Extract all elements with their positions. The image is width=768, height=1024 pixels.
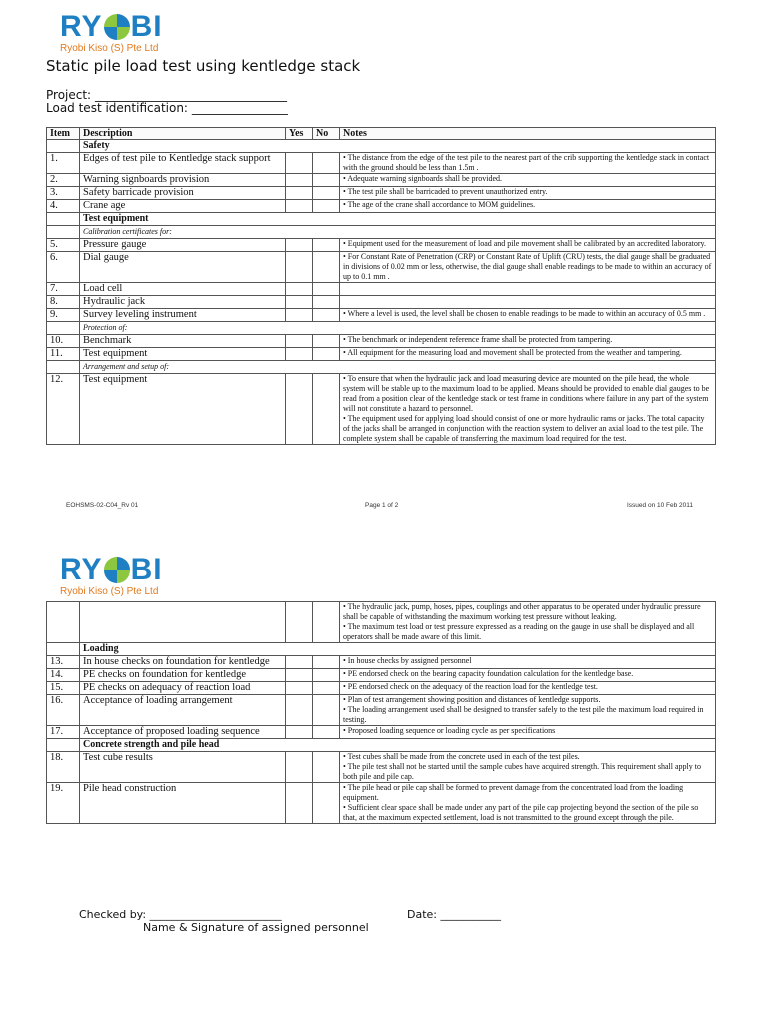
no-cell xyxy=(313,153,340,174)
subsection-row xyxy=(47,361,716,374)
item-number: 2. xyxy=(47,174,80,187)
load-test-label: Load test identification: xyxy=(46,101,188,115)
empty-cell xyxy=(47,322,80,335)
table-row xyxy=(47,296,716,309)
date-label: Date: xyxy=(407,908,437,921)
item-description: Test cube results xyxy=(80,752,286,783)
item-description: In house checks on foundation for kentledge xyxy=(80,656,286,669)
no-cell xyxy=(313,283,340,296)
yes-cell xyxy=(286,200,313,213)
checklist-table-page2 xyxy=(46,601,716,824)
empty-cell xyxy=(47,226,80,239)
section-label: Test equipment xyxy=(80,213,716,226)
item-notes xyxy=(340,283,716,296)
item-description: Pressure gauge xyxy=(80,239,286,252)
project-label: Project: xyxy=(46,88,92,102)
checked-by-label: Checked by: xyxy=(79,908,147,921)
header-yes: Yes xyxy=(286,128,313,140)
item-number: 6. xyxy=(47,252,80,283)
item-notes xyxy=(340,682,716,695)
item-description: Survey leveling instrument xyxy=(80,309,286,322)
table-row xyxy=(47,200,716,213)
note-line: • The pile test shall not be started until the sample cubes have acquired strength. This requirement shall apply to both pile and pile cap. xyxy=(343,762,701,781)
note-line: • For Constant Rate of Penetration (CRP) or Constant Rate of Uplift (CRU) tests, the dial gauge shall be graduated in divisions of 0.02 mm or less, otherwise, the dial gauge shall enable readings to be made to within an accuracy of up to 0.1 mm . xyxy=(343,252,712,281)
no-cell xyxy=(313,783,340,824)
empty-cell xyxy=(47,739,80,752)
table-row xyxy=(47,252,716,283)
yes-cell xyxy=(286,335,313,348)
no-cell xyxy=(313,669,340,682)
note-line: • Plan of test arrangement showing position and distances of kentledge supports. xyxy=(343,695,601,704)
table-row xyxy=(47,602,716,643)
yes-cell xyxy=(286,783,313,824)
item-number: 4. xyxy=(47,200,80,213)
item-number: 7. xyxy=(47,283,80,296)
item-number: 3. xyxy=(47,187,80,200)
item-notes xyxy=(340,783,716,824)
item-description: Pile head construction xyxy=(80,783,286,824)
table-row xyxy=(47,348,716,361)
yes-cell xyxy=(286,174,313,187)
checklist-table-page1 xyxy=(46,127,716,445)
no-cell xyxy=(313,682,340,695)
yes-cell xyxy=(286,187,313,200)
table-row xyxy=(47,239,716,252)
no-cell xyxy=(313,656,340,669)
item-number: 11. xyxy=(47,348,80,361)
table-body-page1 xyxy=(47,140,716,445)
checked-by-field xyxy=(79,908,282,921)
item-number xyxy=(47,602,80,643)
footer-issued-date: Issued on 10 Feb 2011 xyxy=(627,502,694,509)
note-line: • The hydraulic jack, pump, hoses, pipes, couplings and other apparatus to be operated under hydraulic pressure shall be capable of withstanding the maximum working test pressure without leaking. xyxy=(343,602,701,621)
yes-cell xyxy=(286,682,313,695)
subsection-row xyxy=(47,226,716,239)
no-cell xyxy=(313,335,340,348)
company-logo xyxy=(60,12,163,54)
item-number: 19. xyxy=(47,783,80,824)
table-row xyxy=(47,752,716,783)
load-test-field xyxy=(46,101,288,115)
item-number: 1. xyxy=(47,153,80,174)
table-row xyxy=(47,187,716,200)
note-line: • Equipment used for the measurement of load and pile movement shall be calibrated by an accredited laboratory. xyxy=(343,239,707,248)
table-row xyxy=(47,695,716,726)
item-description: Edges of test pile to Kentledge stack support xyxy=(80,153,286,174)
company-subtitle: Ryobi Kiso (S) Pte Ltd xyxy=(60,43,159,54)
item-description: PE checks on foundation for kentledge xyxy=(80,669,286,682)
yes-cell xyxy=(286,374,313,445)
section-row xyxy=(47,213,716,226)
yes-cell xyxy=(286,283,313,296)
table-row xyxy=(47,374,716,445)
no-cell xyxy=(313,187,340,200)
table-body-page2 xyxy=(47,602,716,824)
note-line: • Adequate warning signboards shall be provided. xyxy=(343,174,502,183)
item-notes xyxy=(340,752,716,783)
yes-cell xyxy=(286,296,313,309)
logo-o-icon xyxy=(104,557,130,583)
footer-doc-code: EOHSMS-02-C04_Rv 01 xyxy=(66,502,139,509)
company-logo-page2 xyxy=(60,555,163,597)
logo-text-left: RY xyxy=(60,10,103,43)
no-cell xyxy=(313,695,340,726)
no-cell xyxy=(313,602,340,643)
section-row xyxy=(47,140,716,153)
empty-cell xyxy=(47,213,80,226)
no-cell xyxy=(313,239,340,252)
yes-cell xyxy=(286,726,313,739)
no-cell xyxy=(313,726,340,739)
item-number: 18. xyxy=(47,752,80,783)
item-number: 9. xyxy=(47,309,80,322)
note-line: • All equipment for the measuring load and movement shall be protected from the weather and tampering. xyxy=(343,348,682,357)
no-cell xyxy=(313,252,340,283)
note-line: • Proposed loading sequence or loading cycle as per specifications xyxy=(343,726,556,735)
checked-by-line: ________________________ xyxy=(149,908,282,921)
item-notes xyxy=(340,374,716,445)
section-row xyxy=(47,643,716,656)
note-line: • The equipment used for applying load should consist of one or more hydraulic rams or jacks. The total capacity of the jacks shall be arranged in conjunction with the reaction system to deliver an axial load to the test pile. The complete system shall be capable of transferring the maximum load required for the test. xyxy=(343,414,705,443)
table-row xyxy=(47,153,716,174)
footer-page-number: Page 1 of 2 xyxy=(365,502,399,509)
item-number: 16. xyxy=(47,695,80,726)
logo-text-left: RY xyxy=(60,553,103,586)
table-row xyxy=(47,283,716,296)
item-description: Test equipment xyxy=(80,348,286,361)
table-row xyxy=(47,726,716,739)
yes-cell xyxy=(286,752,313,783)
item-description: Safety barricade provision xyxy=(80,187,286,200)
note-line: • The test pile shall be barricaded to prevent unauthorized entry. xyxy=(343,187,548,196)
no-cell xyxy=(313,174,340,187)
yes-cell xyxy=(286,309,313,322)
no-cell xyxy=(313,309,340,322)
item-description: Crane age xyxy=(80,200,286,213)
item-notes xyxy=(340,656,716,669)
item-notes xyxy=(340,669,716,682)
no-cell xyxy=(313,348,340,361)
signature-caption: Name & Signature of assigned personnel xyxy=(143,921,369,934)
note-line: • Where a level is used, the level shall be chosen to enable readings to be made to within an accuracy of 0.5 mm . xyxy=(343,309,706,318)
no-cell xyxy=(313,374,340,445)
item-notes xyxy=(340,239,716,252)
subsection-row xyxy=(47,322,716,335)
empty-cell xyxy=(47,361,80,374)
note-line: • PE endorsed check on the adequacy of the reaction load for the kentledge test. xyxy=(343,682,598,691)
header-notes: Notes xyxy=(340,128,716,140)
item-number: 8. xyxy=(47,296,80,309)
yes-cell xyxy=(286,669,313,682)
note-line: • The loading arrangement used shall be designed to transfer safely to the test pile the maximum load required in testing. xyxy=(343,705,704,724)
item-notes xyxy=(340,602,716,643)
note-line: • The distance from the edge of the test pile to the nearest part of the crib supporting the kentledge stack in contact with the ground should be less than 1.5m . xyxy=(343,153,710,172)
company-subtitle: Ryobi Kiso (S) Pte Ltd xyxy=(60,586,159,597)
project-field xyxy=(46,88,287,102)
yes-cell xyxy=(286,252,313,283)
table-row xyxy=(47,174,716,187)
section-label: Concrete strength and pile head xyxy=(80,739,716,752)
item-number: 15. xyxy=(47,682,80,695)
logo-text-right: BI xyxy=(130,553,163,586)
subsection-label: Protection of: xyxy=(80,322,716,335)
item-notes xyxy=(340,348,716,361)
yes-cell xyxy=(286,695,313,726)
note-line: • To ensure that when the hydraulic jack and load measuring device are mounted on the pile head, the whole system will be stable up to the maximum load to be applied. Means should be provided to enable dial gauges to be read from a position clear of the kentledge stack or test frame in conditions where failure in any part of the system will not constitute a hazard to personnel. xyxy=(343,374,710,413)
note-line: • Test cubes shall be made from the concrete used in each of the test piles. xyxy=(343,752,580,761)
item-description xyxy=(80,602,286,643)
logo-wordmark xyxy=(60,12,163,42)
document-title: Static pile load test using kentledge stack xyxy=(46,57,361,75)
item-number: 10. xyxy=(47,335,80,348)
subsection-label: Arrangement and setup of: xyxy=(80,361,716,374)
item-number: 5. xyxy=(47,239,80,252)
item-notes xyxy=(340,335,716,348)
item-description: Benchmark xyxy=(80,335,286,348)
item-number: 13. xyxy=(47,656,80,669)
table-row xyxy=(47,656,716,669)
item-description: Test equipment xyxy=(80,374,286,445)
note-line: • The pile head or pile cap shall be formed to prevent damage from the concentrated load from the loading equipment. xyxy=(343,783,684,802)
item-notes xyxy=(340,296,716,309)
note-line: • The age of the crane shall accordance to MOM guidelines. xyxy=(343,200,536,209)
table-row xyxy=(47,669,716,682)
table-row xyxy=(47,309,716,322)
item-notes xyxy=(340,695,716,726)
note-line: • Sufficient clear space shall be made under any part of the pile cap projecting beyond the section of the pile so that, at the maximum expected settlement, load is not transmitted to the ground except through the pile. xyxy=(343,803,699,822)
table-row xyxy=(47,783,716,824)
item-description: Hydraulic jack xyxy=(80,296,286,309)
no-cell xyxy=(313,296,340,309)
no-cell xyxy=(313,752,340,783)
item-number: 17. xyxy=(47,726,80,739)
yes-cell xyxy=(286,602,313,643)
section-row xyxy=(47,739,716,752)
note-line: • The benchmark or independent reference frame shall be protected from tampering. xyxy=(343,335,613,344)
section-label: Safety xyxy=(80,140,716,153)
date-field xyxy=(407,908,501,921)
item-description: Acceptance of proposed loading sequence xyxy=(80,726,286,739)
table-row xyxy=(47,335,716,348)
yes-cell xyxy=(286,239,313,252)
item-number: 14. xyxy=(47,669,80,682)
yes-cell xyxy=(286,656,313,669)
load-test-line: ________________ xyxy=(191,101,288,115)
item-notes xyxy=(340,174,716,187)
item-notes xyxy=(340,726,716,739)
logo-text-right: BI xyxy=(130,10,163,43)
subsection-label: Calibration certificates for: xyxy=(80,226,716,239)
empty-cell xyxy=(47,140,80,153)
note-line: • In house checks by assigned personnel xyxy=(343,656,472,665)
no-cell xyxy=(313,200,340,213)
header-description: Description xyxy=(80,128,286,140)
section-label: Loading xyxy=(80,643,716,656)
item-notes xyxy=(340,200,716,213)
item-notes xyxy=(340,252,716,283)
item-notes xyxy=(340,153,716,174)
item-description: Dial gauge xyxy=(80,252,286,283)
item-number: 12. xyxy=(47,374,80,445)
item-notes xyxy=(340,187,716,200)
date-line: ___________ xyxy=(440,908,501,921)
item-description: PE checks on adequacy of reaction load xyxy=(80,682,286,695)
logo-o-icon xyxy=(104,14,130,40)
yes-cell xyxy=(286,153,313,174)
empty-cell xyxy=(47,643,80,656)
note-line: • PE endorsed check on the bearing capacity foundation calculation for the kentledge base. xyxy=(343,669,634,678)
item-description: Warning signboards provision xyxy=(80,174,286,187)
item-notes xyxy=(340,309,716,322)
note-line: • The maximum test load or test pressure expressed as a reading on the gauge in use shall be displayed and all operators shall be made aware of this limit. xyxy=(343,622,695,641)
project-line: ________________________________ xyxy=(94,88,287,102)
item-description: Acceptance of loading arrangement xyxy=(80,695,286,726)
table-row xyxy=(47,682,716,695)
table-header-row xyxy=(47,128,716,140)
header-item: Item xyxy=(47,128,80,140)
item-description: Load cell xyxy=(80,283,286,296)
logo-wordmark xyxy=(60,555,163,585)
header-no: No xyxy=(313,128,340,140)
yes-cell xyxy=(286,348,313,361)
